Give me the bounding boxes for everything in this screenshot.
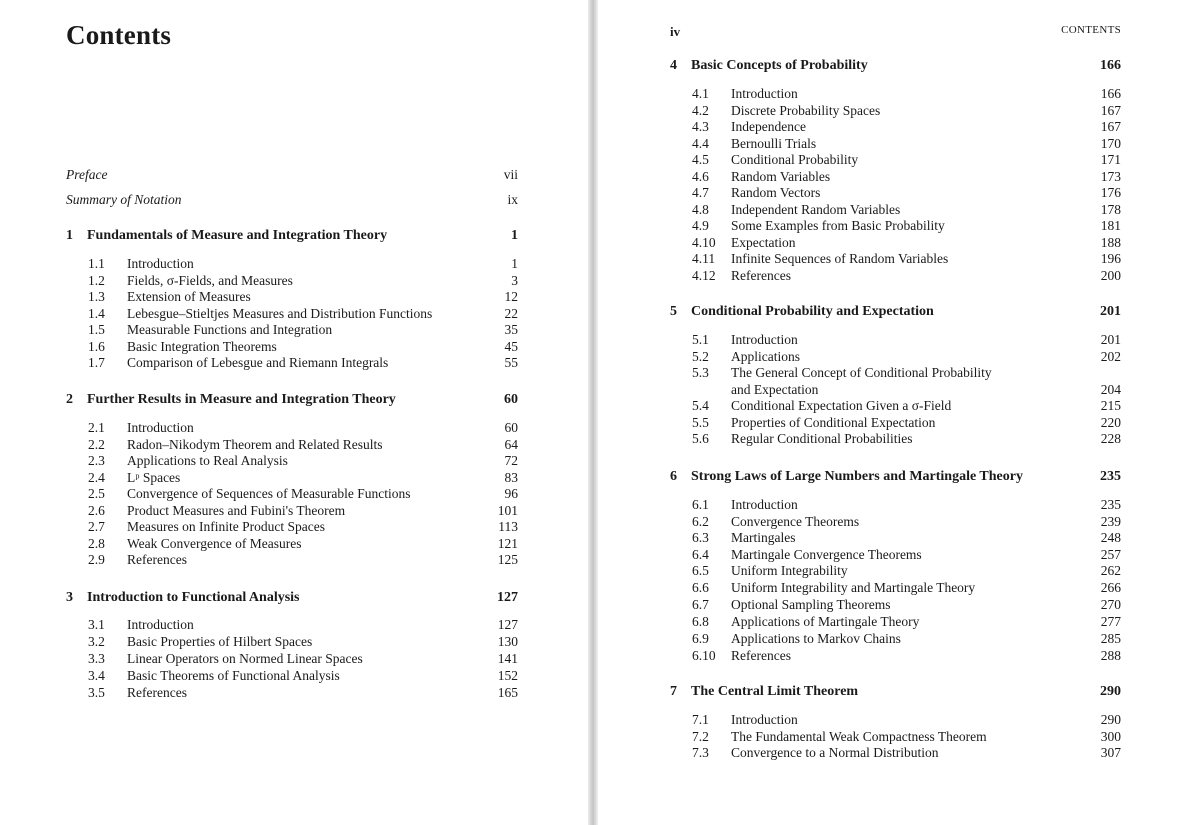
section-entry[interactable] — [66, 256, 518, 272]
chapter-number: 2 — [66, 392, 73, 407]
section-entry[interactable] — [66, 668, 518, 684]
section-entry[interactable] — [66, 536, 518, 552]
section-title: Product Measures and Fubini's Theorem — [127, 502, 346, 518]
section-page: 307 — [1100, 745, 1121, 760]
section-page: 3 — [511, 272, 518, 288]
section-title: Optional Sampling Theorems — [731, 597, 891, 612]
section-page: 35 — [504, 322, 518, 337]
section-entry[interactable] — [66, 519, 518, 535]
section-number: 7.2 — [692, 728, 709, 744]
section-title: Applications to Real Analysis — [127, 453, 288, 468]
section-page: 127 — [497, 617, 518, 632]
section-entry[interactable] — [670, 597, 1121, 613]
section-number: 4.2 — [692, 102, 709, 118]
front-matter-page: ix — [507, 192, 518, 207]
section-page: 235 — [1100, 497, 1121, 512]
section-title: Conditional Expectation Given a σ-Field — [731, 398, 952, 413]
section-page: 257 — [1100, 546, 1121, 562]
front-matter-preface[interactable] — [66, 167, 518, 183]
section-title: Bernoulli Trials — [731, 135, 817, 151]
section-title: Random Vectors — [731, 185, 821, 200]
book-gutter — [588, 0, 598, 825]
section-page: 152 — [497, 668, 518, 683]
section-entry[interactable] — [670, 251, 1121, 267]
section-number: 3.4 — [88, 668, 105, 683]
section-title: Lᵖ Spaces — [127, 469, 181, 485]
section-title: Introduction — [731, 712, 798, 727]
section-number: 5.2 — [692, 348, 709, 364]
section-number: 6.4 — [692, 546, 709, 562]
section-page: 204 — [1100, 381, 1121, 397]
chapter-page: 1 — [511, 228, 518, 243]
section-number: 6.9 — [692, 631, 709, 646]
section-page: 60 — [504, 420, 518, 435]
section-page: 166 — [1100, 86, 1121, 101]
section-number: 5.5 — [692, 414, 709, 430]
section-entry[interactable] — [66, 486, 518, 502]
section-page: 22 — [504, 305, 518, 321]
chapter-page: 235 — [1100, 469, 1121, 484]
section-page: 220 — [1100, 414, 1121, 430]
section-title: Basic Properties of Hilbert Spaces — [127, 634, 313, 649]
section-entry[interactable] — [670, 103, 1121, 119]
chapter-title: Further Results in Measure and Integration Theory — [87, 392, 396, 407]
section-entry[interactable] — [670, 631, 1121, 647]
section-entry[interactable] — [670, 547, 1121, 563]
section-entry[interactable] — [66, 634, 518, 650]
section-title: The Fundamental Weak Compactness Theorem — [731, 728, 987, 744]
section-title: Comparison of Lebesgue and Riemann Integrals — [127, 355, 389, 370]
section-title-continued: and Expectation — [731, 381, 819, 397]
section-page: 262 — [1100, 563, 1121, 578]
section-page: 96 — [504, 486, 518, 501]
section-entry[interactable] — [670, 136, 1121, 152]
section-page: 202 — [1100, 348, 1121, 364]
section-number: 4.5 — [692, 152, 709, 167]
section-title: Properties of Conditional Expectation — [731, 414, 936, 430]
section-page: 12 — [504, 289, 518, 304]
section-number: 6.7 — [692, 597, 709, 612]
section-page: 288 — [1100, 648, 1121, 663]
section-entry-continued[interactable] — [670, 382, 1121, 398]
section-entry[interactable] — [66, 322, 518, 338]
section-title: Discrete Probability Spaces — [731, 102, 881, 118]
section-page: 167 — [1100, 119, 1121, 134]
chapter-number: 3 — [66, 590, 73, 605]
section-title: Independence — [731, 119, 806, 134]
section-title: References — [731, 267, 791, 283]
section-number: 6.6 — [692, 580, 709, 595]
chapter-title: Fundamentals of Measure and Integration Theory — [87, 228, 388, 243]
section-page: 83 — [504, 469, 518, 485]
section-entry[interactable] — [670, 268, 1121, 284]
section-page: 228 — [1100, 431, 1121, 446]
section-number: 2.8 — [88, 535, 105, 551]
section-title: Random Variables — [731, 168, 831, 184]
section-title: Applications to Markov Chains — [731, 631, 901, 646]
section-entry[interactable] — [670, 648, 1121, 664]
section-entry[interactable] — [670, 431, 1121, 447]
section-page: 167 — [1100, 102, 1121, 118]
section-number: 1.5 — [88, 322, 105, 337]
section-page: 239 — [1100, 513, 1121, 529]
section-title: References — [731, 648, 791, 663]
chapter-title: The Central Limit Theorem — [691, 684, 859, 699]
section-number: 6.2 — [692, 513, 709, 529]
section-page: 181 — [1100, 218, 1121, 233]
section-page: 300 — [1100, 728, 1121, 744]
section-page: 290 — [1100, 712, 1121, 727]
section-number: 2.9 — [88, 552, 105, 567]
section-entry[interactable] — [670, 365, 1121, 381]
section-title: Basic Theorems of Functional Analysis — [127, 668, 340, 683]
section-number: 4.3 — [692, 119, 709, 134]
section-page: 1 — [511, 256, 518, 271]
chapter-title: Introduction to Functional Analysis — [87, 590, 300, 605]
section-title: Introduction — [731, 497, 798, 512]
section-page: 173 — [1100, 168, 1121, 184]
section-page: 45 — [504, 338, 518, 354]
section-entry[interactable] — [670, 497, 1121, 513]
section-number: 5.4 — [692, 398, 709, 413]
running-head: CONTENTS — [1061, 24, 1121, 36]
section-title: Introduction — [127, 420, 194, 435]
section-page: 188 — [1100, 234, 1121, 250]
section-entry[interactable] — [670, 415, 1121, 431]
section-number: 4.1 — [692, 86, 709, 101]
section-title: Lebesgue–Stieltjes Measures and Distribution Functions — [127, 305, 433, 321]
chapter-page: 60 — [504, 392, 518, 407]
section-number: 2.5 — [88, 486, 105, 501]
section-page: 64 — [504, 436, 518, 452]
section-title: Convergence of Sequences of Measurable Functions — [127, 486, 411, 501]
section-number: 2.7 — [88, 519, 105, 534]
section-title: References — [127, 685, 187, 700]
section-entry[interactable] — [66, 453, 518, 469]
section-entry[interactable] — [66, 470, 518, 486]
section-page: 170 — [1100, 135, 1121, 151]
section-title: Introduction — [731, 332, 798, 347]
section-entry[interactable] — [670, 235, 1121, 251]
section-number: 4.4 — [692, 135, 709, 151]
section-title: Martingale Convergence Theorems — [731, 546, 922, 562]
section-number: 7.1 — [692, 712, 709, 727]
section-page: 270 — [1100, 597, 1121, 612]
section-page: 285 — [1100, 631, 1121, 646]
section-entry[interactable] — [670, 563, 1121, 579]
section-entry[interactable] — [66, 685, 518, 701]
section-page: 125 — [497, 552, 518, 567]
section-title: Fields, σ-Fields, and Measures — [127, 272, 293, 288]
section-number: 6.8 — [692, 614, 709, 629]
section-number: 1.4 — [88, 305, 105, 321]
section-entry[interactable] — [66, 420, 518, 436]
section-number: 3.3 — [88, 651, 105, 666]
chapter-page: 290 — [1100, 684, 1121, 699]
chapter-number: 5 — [670, 304, 677, 319]
chapter-6-entry[interactable] — [670, 469, 1121, 487]
section-title: Radon–Nikodym Theorem and Related Results — [127, 436, 383, 452]
chapter-number: 1 — [66, 228, 73, 243]
section-entry[interactable] — [670, 398, 1121, 414]
section-entry[interactable] — [670, 152, 1121, 168]
chapter-2-entry[interactable] — [66, 392, 518, 410]
section-title: Convergence Theorems — [731, 513, 860, 529]
section-entry[interactable] — [66, 289, 518, 305]
section-title: Linear Operators on Normed Linear Spaces — [127, 651, 363, 666]
section-title: Martingales — [731, 530, 796, 545]
section-page: 215 — [1100, 398, 1121, 413]
section-number: 2.2 — [88, 436, 105, 452]
section-title: Measures on Infinite Product Spaces — [127, 519, 325, 534]
section-title: Expectation — [731, 234, 796, 250]
front-matter-title: Summary of Notation — [66, 192, 182, 207]
section-number: 5.1 — [692, 332, 709, 347]
section-title: Introduction — [731, 86, 798, 101]
section-number: 4.9 — [692, 218, 709, 233]
section-number: 1.1 — [88, 256, 105, 271]
section-entry[interactable] — [670, 349, 1121, 365]
section-page: 113 — [498, 519, 518, 534]
section-number: 1.7 — [88, 355, 105, 370]
section-number: 4.7 — [692, 185, 709, 200]
chapter-title: Basic Concepts of Probability — [691, 58, 868, 73]
section-title: Regular Conditional Probabilities — [731, 431, 913, 446]
section-entry[interactable] — [670, 185, 1121, 201]
chapter-page: 166 — [1100, 58, 1121, 73]
section-title: Introduction — [127, 617, 194, 632]
section-entry[interactable] — [66, 306, 518, 322]
section-page: 200 — [1100, 267, 1121, 283]
section-number: 2.3 — [88, 453, 105, 468]
section-title: Applications of Martingale Theory — [731, 614, 920, 629]
section-number: 6.3 — [692, 530, 709, 545]
chapter-1-entry[interactable] — [66, 228, 518, 246]
chapter-page: 201 — [1100, 304, 1121, 319]
section-page: 165 — [497, 685, 518, 700]
section-entry[interactable] — [670, 712, 1121, 728]
section-entry[interactable] — [670, 729, 1121, 745]
section-number: 4.6 — [692, 168, 709, 184]
section-number: 4.10 — [692, 234, 716, 250]
section-title: References — [127, 552, 187, 567]
chapter-title: Conditional Probability and Expectation — [691, 304, 934, 319]
section-title: Extension of Measures — [127, 289, 251, 304]
section-title: Weak Convergence of Measures — [127, 535, 302, 551]
section-entry[interactable] — [66, 503, 518, 519]
front-matter-notation[interactable] — [66, 192, 518, 208]
section-page: 178 — [1100, 201, 1121, 217]
chapter-page: 127 — [497, 590, 518, 605]
section-number: 1.2 — [88, 272, 105, 288]
section-page: 101 — [497, 502, 518, 518]
front-matter-page: vii — [503, 167, 518, 182]
section-entry[interactable] — [670, 614, 1121, 630]
section-entry[interactable] — [66, 355, 518, 371]
section-entry[interactable] — [670, 169, 1121, 185]
left-page — [0, 0, 588, 825]
section-number: 6.1 — [692, 497, 709, 512]
section-entry[interactable] — [670, 119, 1121, 135]
section-number: 4.12 — [692, 267, 716, 283]
section-title: Infinite Sequences of Random Variables — [731, 251, 949, 266]
section-title: Conditional Probability — [731, 152, 859, 167]
right-page — [598, 0, 1185, 825]
section-title: Independent Random Variables — [731, 201, 901, 217]
section-page: 171 — [1100, 152, 1121, 167]
section-entry[interactable] — [66, 339, 518, 355]
section-page: 266 — [1100, 580, 1121, 595]
section-entry[interactable] — [670, 86, 1121, 102]
section-number: 4.8 — [692, 201, 709, 217]
section-title: Basic Integration Theorems — [127, 338, 277, 354]
chapter-number: 4 — [670, 58, 677, 73]
section-entry[interactable] — [670, 530, 1121, 546]
chapter-5-entry[interactable] — [670, 304, 1121, 322]
section-title: Uniform Integrability — [731, 563, 848, 578]
chapter-number: 6 — [670, 469, 677, 484]
section-page: 121 — [497, 535, 518, 551]
section-entry[interactable] — [670, 745, 1121, 761]
section-entry[interactable] — [66, 437, 518, 453]
chapter-title: Strong Laws of Large Numbers and Martingale Theory — [691, 469, 1023, 484]
chapter-3-entry[interactable] — [66, 590, 518, 608]
section-title: Some Examples from Basic Probability — [731, 218, 945, 233]
section-number: 5.6 — [692, 431, 709, 446]
section-entry[interactable] — [670, 202, 1121, 218]
section-page: 248 — [1100, 530, 1121, 545]
section-entry[interactable] — [670, 514, 1121, 530]
section-entry[interactable] — [670, 332, 1121, 348]
section-number: 2.4 — [88, 469, 105, 485]
section-number: 7.3 — [692, 745, 709, 760]
front-matter-title: Preface — [66, 167, 108, 182]
section-number: 6.5 — [692, 563, 709, 578]
section-number: 2.1 — [88, 420, 105, 435]
section-entry[interactable] — [66, 651, 518, 667]
chapter-4-entry[interactable] — [670, 58, 1121, 76]
section-number: 2.6 — [88, 502, 105, 518]
section-number: 5.3 — [692, 365, 709, 380]
section-page: 141 — [497, 651, 518, 666]
section-title: Uniform Integrability and Martingale Theory — [731, 580, 976, 595]
section-title: Measurable Functions and Integration — [127, 322, 333, 337]
section-entry[interactable] — [670, 218, 1121, 234]
section-page: 130 — [497, 634, 518, 649]
page-folio: iv — [670, 24, 681, 39]
section-number: 4.11 — [692, 251, 716, 266]
section-entry[interactable] — [66, 552, 518, 568]
section-page: 196 — [1100, 251, 1121, 266]
section-number: 6.10 — [692, 648, 716, 663]
section-number: 3.2 — [88, 634, 105, 649]
section-entry[interactable] — [66, 273, 518, 289]
section-entry[interactable] — [66, 617, 518, 633]
section-number: 1.3 — [88, 289, 105, 304]
section-title: Introduction — [127, 256, 194, 271]
section-title: The General Concept of Conditional Probability — [731, 365, 992, 380]
section-page: 55 — [504, 355, 518, 370]
section-number: 3.1 — [88, 617, 105, 632]
section-page: 277 — [1100, 614, 1121, 629]
section-title: Convergence to a Normal Distribution — [731, 745, 939, 760]
section-page: 72 — [504, 453, 518, 468]
contents-heading: Contents — [66, 20, 172, 50]
section-page: 176 — [1100, 185, 1121, 200]
section-title: Applications — [731, 348, 800, 364]
section-entry[interactable] — [670, 580, 1121, 596]
chapter-number: 7 — [670, 684, 677, 699]
chapter-7-entry[interactable] — [670, 684, 1121, 702]
section-number: 1.6 — [88, 338, 105, 354]
section-number: 3.5 — [88, 685, 105, 700]
section-page: 201 — [1100, 332, 1121, 347]
